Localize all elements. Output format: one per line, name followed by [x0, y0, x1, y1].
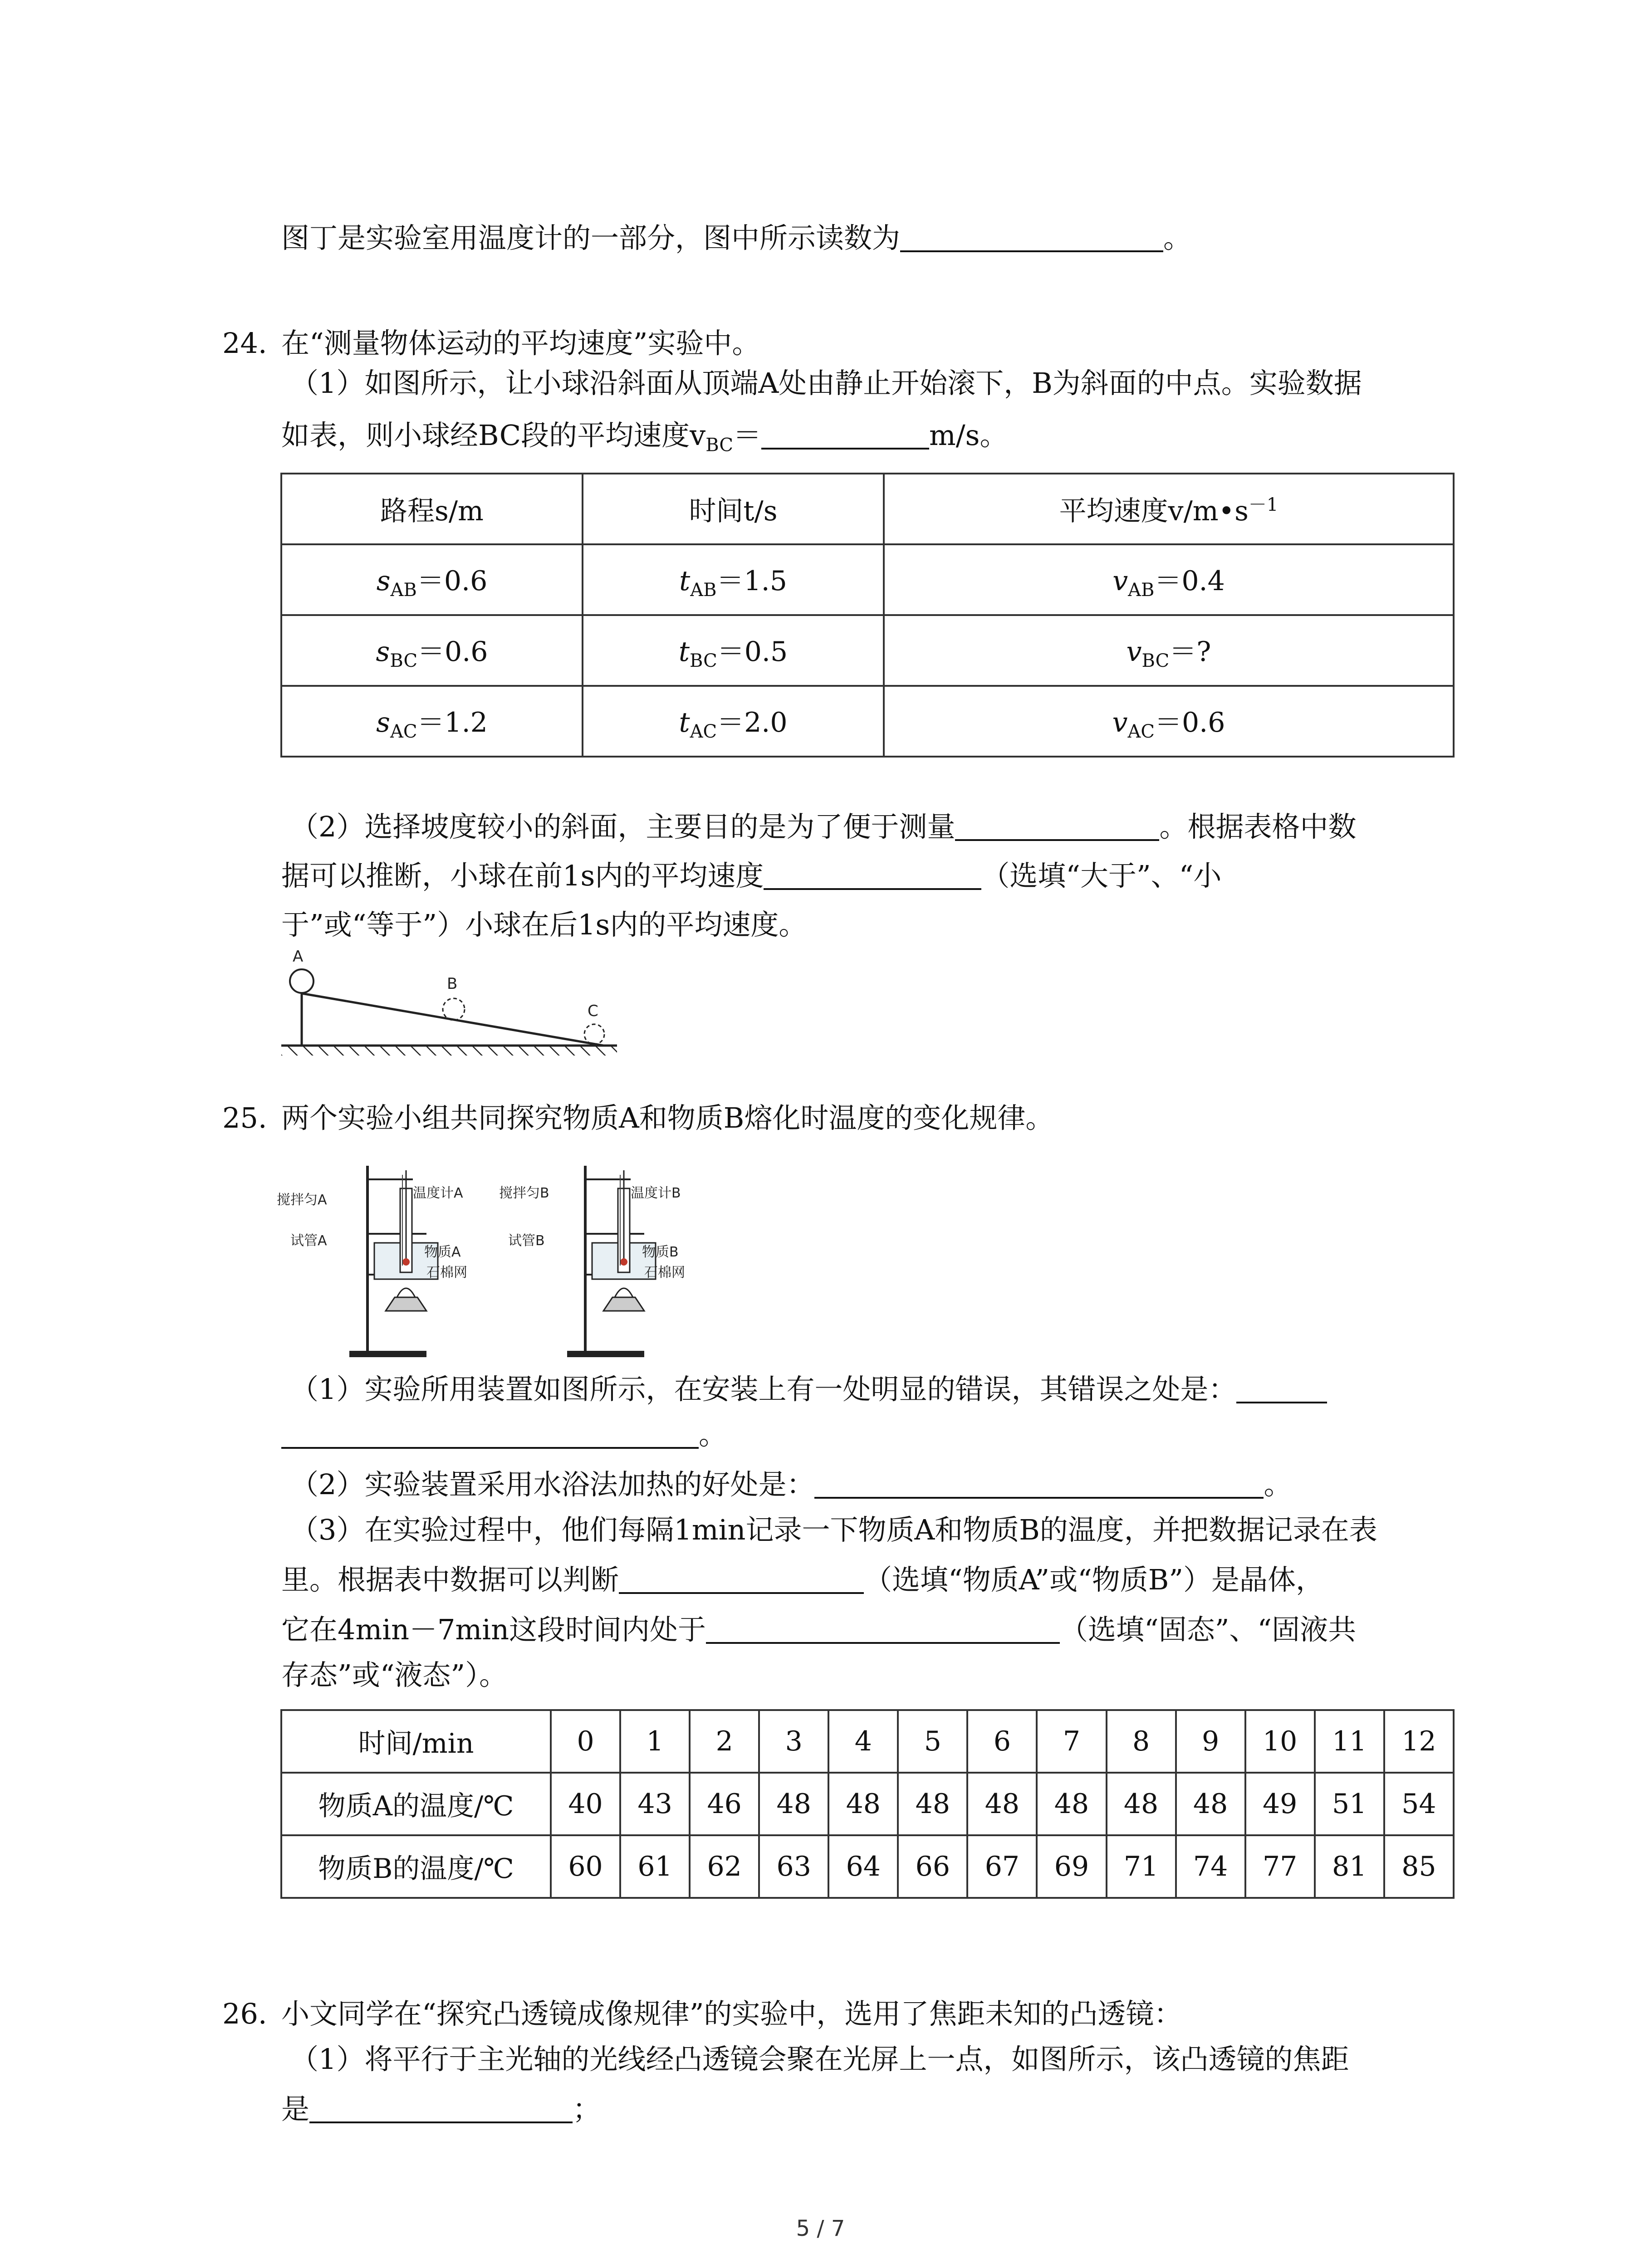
thermometer-bulb	[620, 1258, 627, 1266]
q24-p2-line2-post: （选填“大于”、“小	[981, 859, 1222, 892]
q25-p2	[290, 1464, 1292, 1505]
row-label: 物质A的温度/℃	[281, 1773, 551, 1835]
table-cell: 69	[1037, 1835, 1106, 1898]
incline-figure	[277, 943, 622, 1061]
q26-stem: 小文同学在“探究凸透镜成像规律”的实验中，选用了焦距未知的凸透镜：	[281, 1997, 1182, 2030]
table-cell: 43	[620, 1773, 690, 1835]
header-text: 平均速度v/m•s	[1059, 495, 1249, 527]
table-cell: 85	[1384, 1835, 1454, 1898]
page-number: 5 / 7	[796, 2216, 845, 2241]
table-cell	[884, 615, 1454, 686]
q25-p1-line2	[281, 1414, 727, 1455]
cell-var: v	[1126, 635, 1142, 668]
table-cell: 60	[551, 1835, 620, 1898]
burner	[603, 1297, 644, 1311]
stand-base	[567, 1351, 644, 1357]
table-cell	[281, 686, 583, 757]
q25-p3-line3	[281, 1609, 1356, 1650]
q24-p2-line3: 于”或“等于”）小球在后1s内的平均速度。	[281, 908, 807, 941]
table-cell: 6	[967, 1710, 1037, 1773]
table-cell	[583, 615, 884, 686]
answer-blank[interactable]	[955, 807, 1159, 841]
q25-p3-line3-post: （选填“固态”、“固液共	[1060, 1613, 1357, 1646]
answer-blank[interactable]	[814, 1465, 1264, 1499]
cell-var: v	[1112, 706, 1128, 738]
q25-p1-line1	[290, 1369, 1327, 1410]
table-cell: 0	[551, 1710, 620, 1773]
label-substance-b: 物质B	[642, 1244, 679, 1260]
cell-value: ＝0.4	[1154, 565, 1225, 597]
cell-value: ＝1.5	[716, 565, 787, 597]
table-cell: 46	[690, 1773, 759, 1835]
table-cell: 48	[759, 1773, 828, 1835]
q26-p1-line2-pre: 是	[281, 2092, 310, 2126]
intro-text: 图丁是实验室用温度计的一部分，图中所示读数为	[281, 221, 901, 254]
row-label: 时间/min	[281, 1710, 551, 1773]
label-tube-b: 试管B	[508, 1233, 545, 1249]
table-cell: 77	[1245, 1835, 1315, 1898]
cell-sub: AC	[390, 721, 417, 742]
q24-p2-line1-post: 。根据表格中数	[1159, 810, 1357, 843]
table-cell: 7	[1037, 1710, 1106, 1773]
cell-value: ＝0.6	[416, 565, 488, 597]
table-row-time	[281, 1710, 1454, 1773]
table-cell: 48	[1176, 1773, 1245, 1835]
ball-a	[290, 969, 314, 993]
q25-p2-end: 。	[1264, 1468, 1292, 1501]
cell-value: ＝0.5	[717, 635, 788, 668]
cell-sub: AC	[690, 721, 717, 742]
table-cell: 48	[898, 1773, 967, 1835]
table-cell	[583, 544, 884, 615]
table-cell: 49	[1245, 1773, 1315, 1835]
question-number-24: 24.	[222, 327, 267, 360]
cell-sub: BC	[689, 650, 717, 671]
table-row-b	[281, 1835, 1454, 1898]
burner	[386, 1297, 426, 1311]
answer-blank[interactable]	[900, 219, 1163, 252]
q24-equals: ＝	[733, 419, 761, 452]
q24-p2-line1-pre: （2）选择坡度较小的斜面，主要目的是为了便于测量	[290, 810, 955, 843]
label-c: C	[588, 1002, 598, 1020]
q24-unit: m/s。	[929, 419, 1008, 452]
question-number-25: 25.	[222, 1101, 267, 1134]
flame	[615, 1288, 633, 1297]
table-cell	[884, 686, 1454, 757]
answer-blank[interactable]	[764, 856, 981, 890]
table-row	[281, 615, 1454, 686]
q24-data-table	[280, 473, 1455, 758]
table-header-cell: 时间t/s	[583, 474, 884, 544]
label-b: B	[447, 975, 458, 993]
q25-p3-line4: 存态”或“液态”）。	[281, 1658, 508, 1691]
intro-line	[281, 218, 1191, 259]
answer-blank[interactable]	[281, 1415, 699, 1449]
table-cell: 40	[551, 1773, 620, 1835]
table-cell: 9	[1176, 1710, 1245, 1773]
cell-value: ＝0.6	[417, 635, 488, 668]
q25-stem: 两个实验小组共同探究物质A和物质B熔化时温度的变化规律。	[281, 1101, 1054, 1134]
cell-var: s	[376, 635, 390, 668]
label-gauze-b: 石棉网	[644, 1265, 685, 1281]
intro-end: 。	[1163, 221, 1192, 254]
cell-sub: BC	[390, 650, 418, 671]
table-cell: 54	[1384, 1773, 1454, 1835]
table-cell: 62	[690, 1835, 759, 1898]
label-stirrer-b: 搅拌匀B	[499, 1185, 549, 1201]
incline-surface	[302, 993, 603, 1046]
ball-c	[584, 1024, 604, 1044]
cell-sub: AB	[1128, 579, 1155, 601]
q24-p1-line2-pre: 如表，则小球经BC段的平均速度v	[281, 419, 706, 452]
table-cell	[583, 686, 884, 757]
table-header-cell	[884, 474, 1454, 544]
question-number-26: 26.	[222, 1997, 267, 2030]
row-label: 物质B的温度/℃	[281, 1835, 551, 1898]
table-cell: 5	[898, 1710, 967, 1773]
cell-var: s	[376, 565, 391, 597]
table-cell: 8	[1107, 1710, 1176, 1773]
ball-b	[443, 998, 465, 1020]
table-cell: 11	[1315, 1710, 1384, 1773]
table-cell: 61	[620, 1835, 690, 1898]
table-cell: 12	[1384, 1710, 1454, 1773]
table-cell	[281, 615, 583, 686]
q24-p1-line2	[281, 415, 1008, 465]
cell-value: ＝2.0	[717, 706, 788, 738]
table-header-row	[281, 474, 1454, 544]
q26-p1-line2-end: ；	[573, 2092, 601, 2126]
stand-base	[349, 1351, 426, 1357]
table-cell: 48	[967, 1773, 1037, 1835]
cell-value: ＝0.6	[1154, 706, 1225, 738]
table-cell: 2	[690, 1710, 759, 1773]
table-cell: 1	[620, 1710, 690, 1773]
cell-sub: BC	[1141, 650, 1170, 671]
q24-p2-line2	[281, 855, 1221, 896]
table-cell: 48	[828, 1773, 898, 1835]
thermometer-bulb	[402, 1258, 410, 1266]
table-row	[281, 544, 1454, 615]
cell-var: t	[679, 565, 691, 597]
apparatus-left	[277, 1166, 467, 1357]
label-thermometer-a: 温度计A	[413, 1185, 463, 1201]
answer-blank[interactable]	[309, 2090, 573, 2123]
table-cell: 81	[1315, 1835, 1384, 1898]
table-row-a	[281, 1773, 1454, 1835]
q26-p1-line2	[281, 2089, 601, 2130]
answer-blank[interactable]	[706, 1610, 1060, 1644]
q24-p2-line2-pre: 据可以推断，小球在前1s内的平均速度	[281, 859, 764, 892]
cell-sub: AB	[390, 579, 417, 601]
table-cell: 4	[828, 1710, 898, 1773]
q24-stem: 在“测量物体运动的平均速度”实验中。	[281, 327, 760, 360]
cell-var: t	[678, 635, 690, 668]
q25-p1-line2-end: 。	[699, 1418, 727, 1451]
label-thermometer-b: 温度计B	[631, 1185, 681, 1201]
flame	[397, 1288, 415, 1297]
label-gauze-a: 石棉网	[426, 1265, 467, 1281]
table-cell	[281, 544, 583, 615]
answer-blank[interactable]	[1236, 1370, 1327, 1403]
answer-blank[interactable]	[761, 416, 929, 450]
q25-p1-line1-text: （1）实验所用装置如图所示，在安装上有一处明显的错误，其错误之处是：	[290, 1373, 1237, 1406]
q25-p3-line2-post: （选填“物质A”或“物质B”）是晶体，	[864, 1563, 1324, 1596]
cell-var: s	[376, 706, 390, 738]
q25-p3-line2	[281, 1559, 1324, 1600]
q25-p2-pre: （2）实验装置采用水浴法加热的好处是：	[290, 1468, 815, 1501]
q25-data-table	[280, 1709, 1455, 1899]
label-substance-a: 物质A	[424, 1244, 461, 1260]
apparatus-figure	[277, 1161, 712, 1361]
table-cell	[884, 544, 1454, 615]
table-cell: 67	[967, 1835, 1037, 1898]
q24-p1-line1: （1）如图所示，让小球沿斜面从顶端A处由静止开始滚下，B为斜面的中点。实验数据	[290, 367, 1362, 400]
label-stirrer-a: 搅拌匀A	[277, 1192, 327, 1208]
ground-hatch	[281, 1046, 617, 1056]
cell-sub: AB	[690, 579, 717, 601]
table-cell: 66	[898, 1835, 967, 1898]
table-cell: 3	[759, 1710, 828, 1773]
q26-p1-line1: （1）将平行于主光轴的光线经凸透镜会聚在光屏上一点，如图所示，该凸透镜的焦距	[290, 2043, 1349, 2076]
table-cell: 48	[1037, 1773, 1106, 1835]
table-cell: 64	[828, 1835, 898, 1898]
apparatus-right	[499, 1166, 685, 1357]
table-cell: 51	[1315, 1773, 1384, 1835]
q25-p3-line1: （3）在实验过程中，他们每隔1min记录一下物质A和物质B的温度，并把数据记录在表	[290, 1513, 1377, 1546]
header-superscript: －1	[1248, 494, 1279, 515]
table-header-cell: 路程s/m	[281, 474, 583, 544]
label-a: A	[293, 948, 304, 966]
q24-p2-line1	[290, 807, 1356, 847]
table-cell: 10	[1245, 1710, 1315, 1773]
table-cell: 48	[1107, 1773, 1176, 1835]
cell-var: v	[1112, 565, 1128, 597]
q25-p3-line3-pre: 它在4min－7min这段时间内处于	[281, 1613, 706, 1646]
cell-var: t	[679, 706, 690, 738]
table-cell: 63	[759, 1835, 828, 1898]
table-cell: 71	[1107, 1835, 1176, 1898]
cell-value: ＝1.2	[417, 706, 488, 738]
answer-blank[interactable]	[619, 1560, 864, 1594]
table-row	[281, 686, 1454, 757]
table-cell: 74	[1176, 1835, 1245, 1898]
label-tube-a: 试管A	[290, 1233, 327, 1249]
q24-subscript: BC	[705, 435, 733, 456]
q25-p3-line2-pre: 里。根据表中数据可以判断	[281, 1563, 619, 1596]
cell-value: ＝?	[1169, 635, 1211, 668]
cell-sub: AC	[1127, 721, 1155, 742]
